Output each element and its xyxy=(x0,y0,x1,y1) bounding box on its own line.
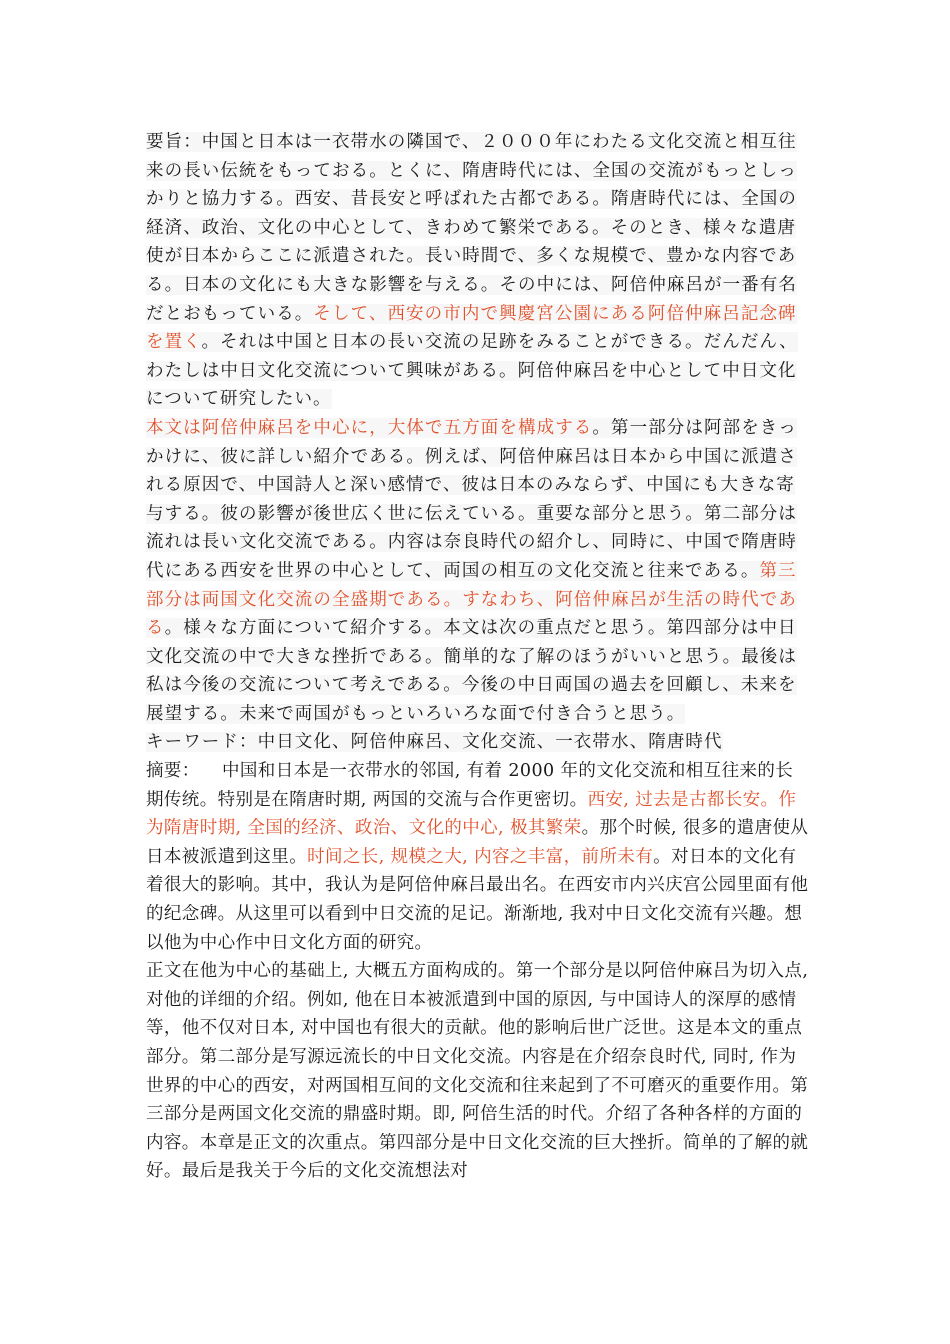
abstract-label: 摘要： xyxy=(146,761,200,782)
text-run: 。第一部分は阿部をきっかけに、彼に詳しい紹介である。例えば、阿倍仲麻呂は日本から中国に派遣される原因で、中国詩人と深い感情で、彼は日本のみならず、中国にも大きな寄与する。彼の影響が後世広く世に伝えている。重要な部分と思う。第二部分は流れは長い文化交流である。内容は奈良時代の紹介し、同時に、中国で隋唐時代にある西安を世界の中心として、両国の相互の文化交流と往来である。 xyxy=(146,417,798,581)
text-run: 中国和日本是一衣带水的邻国, 有着 2000 年的文化交流和相互往来的长期传统。特别是在隋唐时期, 两国的交流与合作更密切。 xyxy=(146,761,794,810)
japanese-abstract-paragraph xyxy=(146,128,810,414)
text-run: 。那个时候, 很多的遣唐使从日本被派遣到这里。 xyxy=(146,818,809,867)
text-run: 。それは中国と日本の長い交流の足跡をみることができる。だんだん、わたしは中日文化交流について興味がある。阿倍仲麻呂を中心として中日文化について研究したい。 xyxy=(146,332,798,410)
japanese-structure-paragraph xyxy=(146,414,810,729)
highlighted-text-run: 第三部分は両国文化交流の全盛期である。すなわち、阿倍仲麻呂が生活の時代である xyxy=(146,560,797,639)
text-run: 。对日本的文化有着很大的影响。其中，我认为是阿倍仲麻吕最出名。在西安市内兴庆宫公园里面有他的纪念碑。从这里可以看到中日交流的足记。渐渐地, 我对中日文化交流有兴趣。想以他为中心作中日文化方面的研究。 xyxy=(146,846,809,953)
highlighted-text-run: 时间之长, 规模之大, 内容之丰富，前所未有 xyxy=(307,846,654,867)
highlighted-text-run: 本文は阿倍仲麻呂を中心に，大体で五方面を構成する xyxy=(146,417,593,438)
highlighted-text-run: そして、西安の市内で興慶宮公園にある阿倍仲麻呂記念碑を置く xyxy=(146,303,797,353)
text-run: 正文在他为中心的基础上, 大概五方面构成的。第一个部分是以阿倍仲麻吕为切入点, 对他的详细的介绍。例如, 他在日本被派遣到中国的原因, 与中国诗人的深厚的感情等，他不仅对日本, 对中国也有很大的贡献。他的影响后世广泛世。这是本文的重点部分。第二部分是写源远流长的中日文化交流。内容是在介绍奈良时代, 同时, 作为世界的中心的西安，对两国相互间的文化交流和往来起到了不可磨灭的重要作用。第三部分是两国文化交流的鼎盛时期。即, 阿倍生活的时代。介绍了各种各样的方面的内容。本章是正文的次重点。第四部分是中日文化交流的巨大挫折。简单的了解的就好。最后是我关于今后的文化交流想法对 xyxy=(146,961,809,1182)
japanese-keywords xyxy=(146,728,810,757)
keywords-text: キーワード：中日文化、阿倍仲麻呂、文化交流、一衣帯水、隋唐時代 xyxy=(146,732,723,753)
text-run: 要旨：中国と日本は一衣帯水の隣国で、２０００年にわたる文化交流と相互往来の長い伝統をもっておる。とくに、隋唐時代には、全国の交流がもっとしっかりと協力する。西安、昔長安と呼ばれた古都である。隋唐時代には、全国の経済、政治、文化の中心として、きわめて繁栄である。そのとき、様々な遣唐使が日本からここに派遣された。長い時間で、多くな規模で、豊かな内容である。日本の文化にも大きな影響を与える。その中には、阿倍仲麻呂が一番有名だとおもっている。 xyxy=(146,132,797,324)
chinese-body-paragraph xyxy=(146,957,810,1186)
highlighted-text-run: 西安, 过去是古都长安。作为隋唐时期, 全国的经济、政治、文化的中心, 极其繁荣 xyxy=(146,789,797,839)
text-run: 。様々な方面について紹介する。本文は次の重点だと思う。第四部分は中日文化交流の中で大きな挫折である。簡単的な了解のほうがいいと思う。最後は私は今後の交流について考えである。今後の中日両国の過去を回顧し、未来を展望する。未来で両国がもっといろいろな面で付き合うと思う。 xyxy=(146,618,797,724)
chinese-abstract-paragraph xyxy=(146,757,810,957)
document-body xyxy=(146,128,810,1186)
